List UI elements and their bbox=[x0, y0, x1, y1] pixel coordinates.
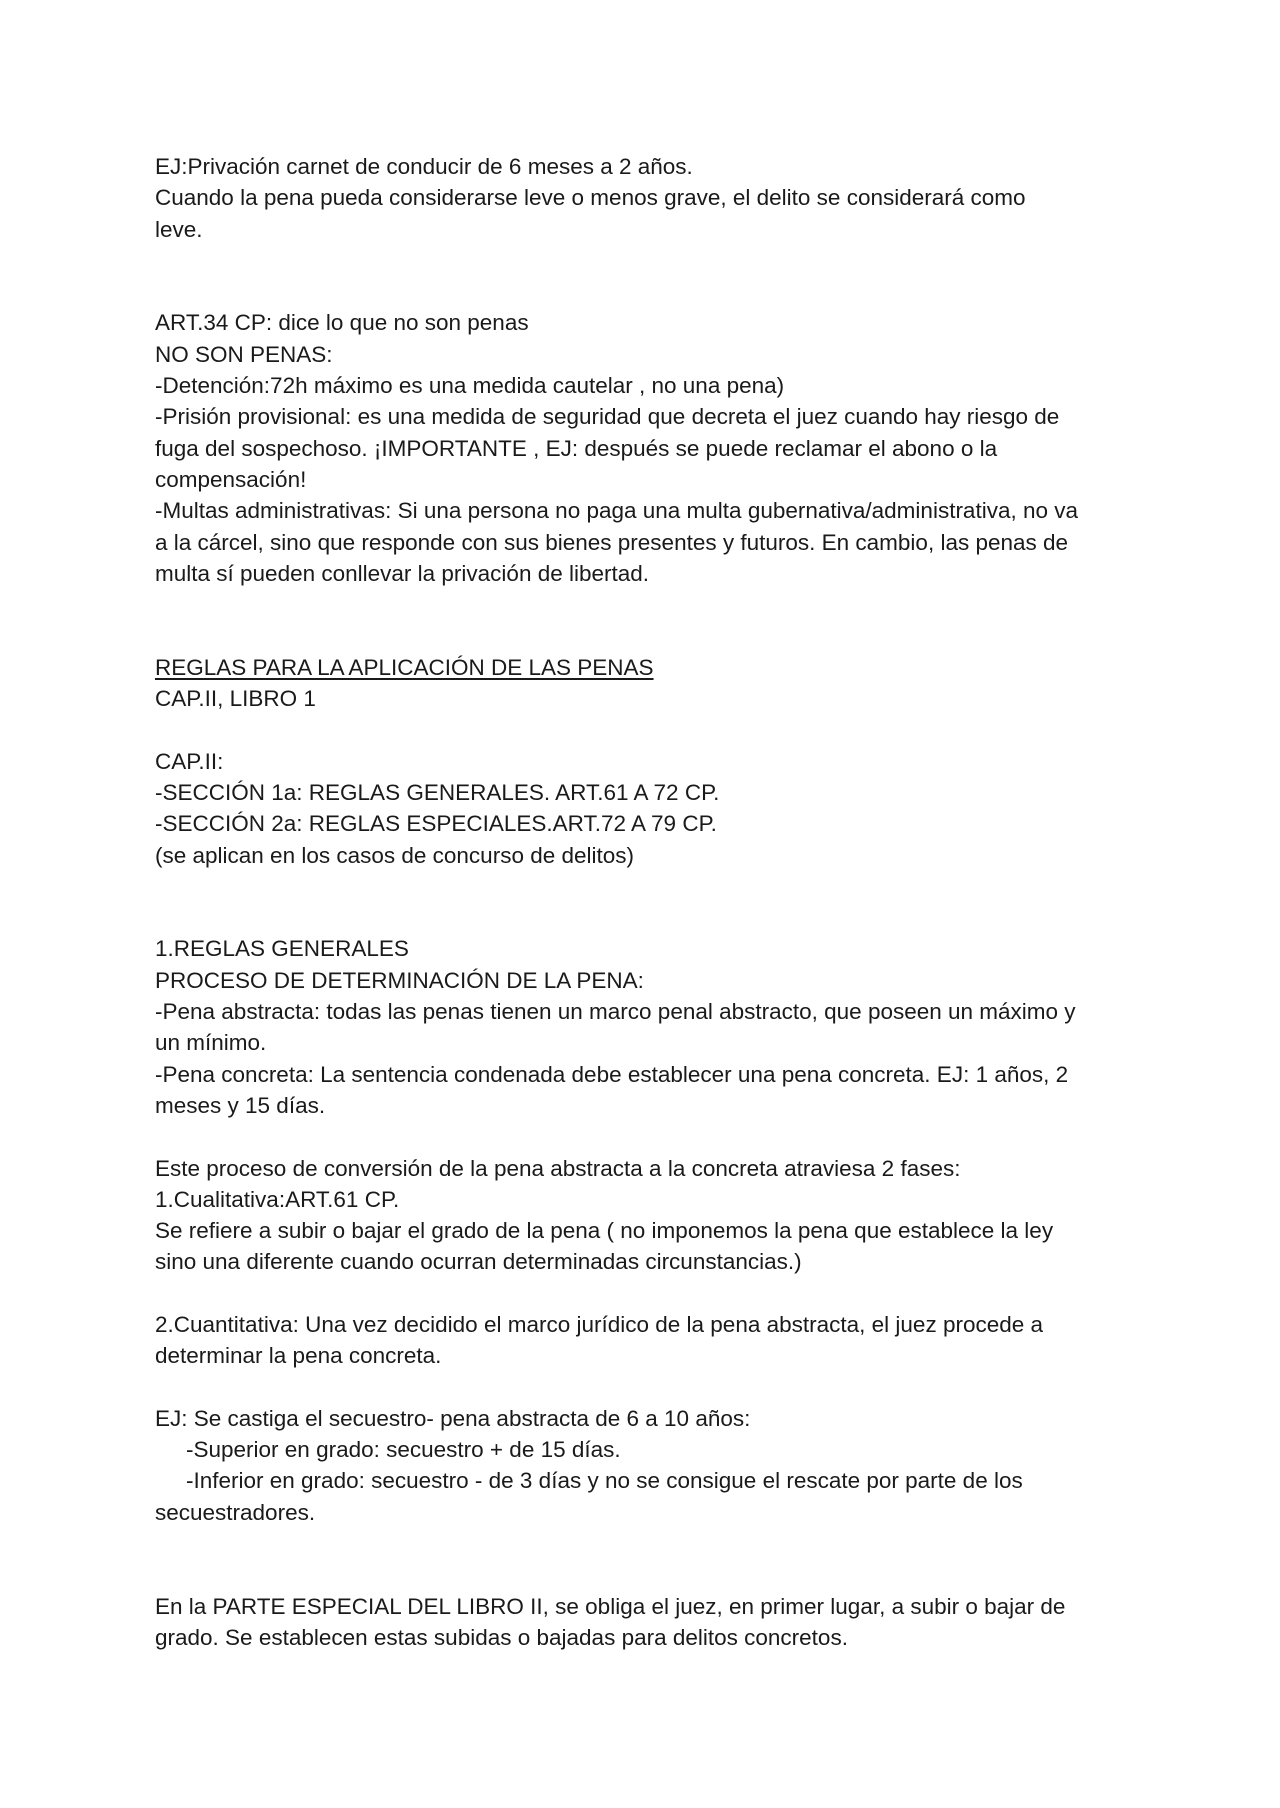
paragraph-line: Cuando la pena pueda considerarse leve o menos grave, el delito se considerará como bbox=[155, 185, 1026, 211]
paragraph-line: -Detención:72h máximo es una medida cautelar , no una pena) bbox=[155, 373, 785, 399]
paragraph-line: -Prisión provisional: es una medida de seguridad que decreta el juez cuando hay riesgo de bbox=[155, 404, 1060, 430]
paragraph-line: grado. Se establecen estas subidas o bajadas para delitos concretos. bbox=[155, 1624, 848, 1650]
paragraph-line: EJ: Se castiga el secuestro- pena abstracta de 6 a 10 años: bbox=[155, 1405, 751, 1431]
paragraph-line: sino una diferente cuando ocurran determinadas circunstancias.) bbox=[155, 1249, 802, 1275]
paragraph-line: -Pena concreta: La sentencia condenada debe establecer una pena concreta. EJ: 1 años, 2 bbox=[155, 1061, 1069, 1087]
list-item: -Superior en grado: secuestro + de 15 días. bbox=[186, 1437, 621, 1463]
paragraph-line: PROCESO DE DETERMINACIÓN DE LA PENA: bbox=[155, 967, 644, 993]
paragraph-line: -SECCIÓN 2a: REGLAS ESPECIALES.ART.72 A 79 CP. bbox=[155, 811, 717, 837]
paragraph-line: determinar la pena concreta. bbox=[155, 1343, 442, 1369]
spacer bbox=[155, 1372, 1140, 1403]
paragraph-line: secuestradores. bbox=[155, 1499, 316, 1525]
spacer bbox=[155, 589, 1140, 652]
list-item: -Inferior en grado: secuestro - de 3 días y no se consigue el rescate por parte de los bbox=[186, 1468, 1023, 1494]
paragraph-line: -SECCIÓN 1a: REGLAS GENERALES. ART.61 A 72 CP. bbox=[155, 779, 720, 805]
paragraph-line: Este proceso de conversión de la pena abstracta a la concreta atraviesa 2 fases: bbox=[155, 1155, 961, 1181]
paragraph-line: leve. bbox=[155, 216, 203, 242]
spacer bbox=[155, 1528, 1140, 1591]
paragraph-line: En la PARTE ESPECIAL DEL LIBRO II, se obliga el juez, en primer lugar, a subir o bajar de bbox=[155, 1593, 1066, 1619]
paragraph-line: meses y 15 días. bbox=[155, 1092, 326, 1118]
paragraph-line: un mínimo. bbox=[155, 1030, 267, 1056]
paragraph-line: CAP.II, LIBRO 1 bbox=[155, 686, 316, 712]
paragraph-line: EJ:Privación carnet de conducir de 6 meses a 2 años. bbox=[155, 154, 693, 179]
document-body bbox=[155, 151, 1140, 1653]
paragraph-line: a la cárcel, sino que responde con sus bienes presentes y futuros. En cambio, las penas de bbox=[155, 529, 1069, 555]
paragraph-line: CAP.II: bbox=[155, 748, 224, 774]
paragraph-line: 1.Cualitativa:ART.61 CP. bbox=[155, 1186, 400, 1212]
spacer bbox=[155, 245, 1140, 308]
paragraph-line: -Multas administrativas: Si una persona no paga una multa gubernativa/administrativa, no va bbox=[155, 498, 1079, 524]
section-heading: REGLAS PARA LA APLICACIÓN DE LAS PENAS bbox=[155, 654, 654, 680]
paragraph-line: ART.34 CP: dice lo que no son penas bbox=[155, 310, 529, 336]
paragraph-line: NO SON PENAS: bbox=[155, 341, 333, 367]
paragraph-line: -Pena abstracta: todas las penas tienen un marco penal abstracto, que poseen un máximo y bbox=[155, 999, 1076, 1025]
spacer bbox=[155, 871, 1140, 934]
spacer bbox=[155, 714, 1140, 745]
spacer bbox=[155, 1121, 1140, 1152]
paragraph-line: (se aplican en los casos de concurso de delitos) bbox=[155, 842, 635, 868]
paragraph-line: 1.REGLAS GENERALES bbox=[155, 936, 409, 962]
paragraph-line: Se refiere a subir o bajar el grado de la pena ( no imponemos la pena que establece la ley bbox=[155, 1218, 1054, 1244]
paragraph-line: 2.Cuantitativa: Una vez decidido el marco jurídico de la pena abstracta, el juez procede a bbox=[155, 1311, 1044, 1337]
paragraph-line: compensación! bbox=[155, 466, 307, 492]
paragraph-line: fuga del sospechoso. ¡IMPORTANTE , EJ: después se puede reclamar el abono o la bbox=[155, 435, 998, 461]
paragraph-line: multa sí pueden conllevar la privación de libertad. bbox=[155, 560, 650, 586]
spacer bbox=[155, 1278, 1140, 1309]
